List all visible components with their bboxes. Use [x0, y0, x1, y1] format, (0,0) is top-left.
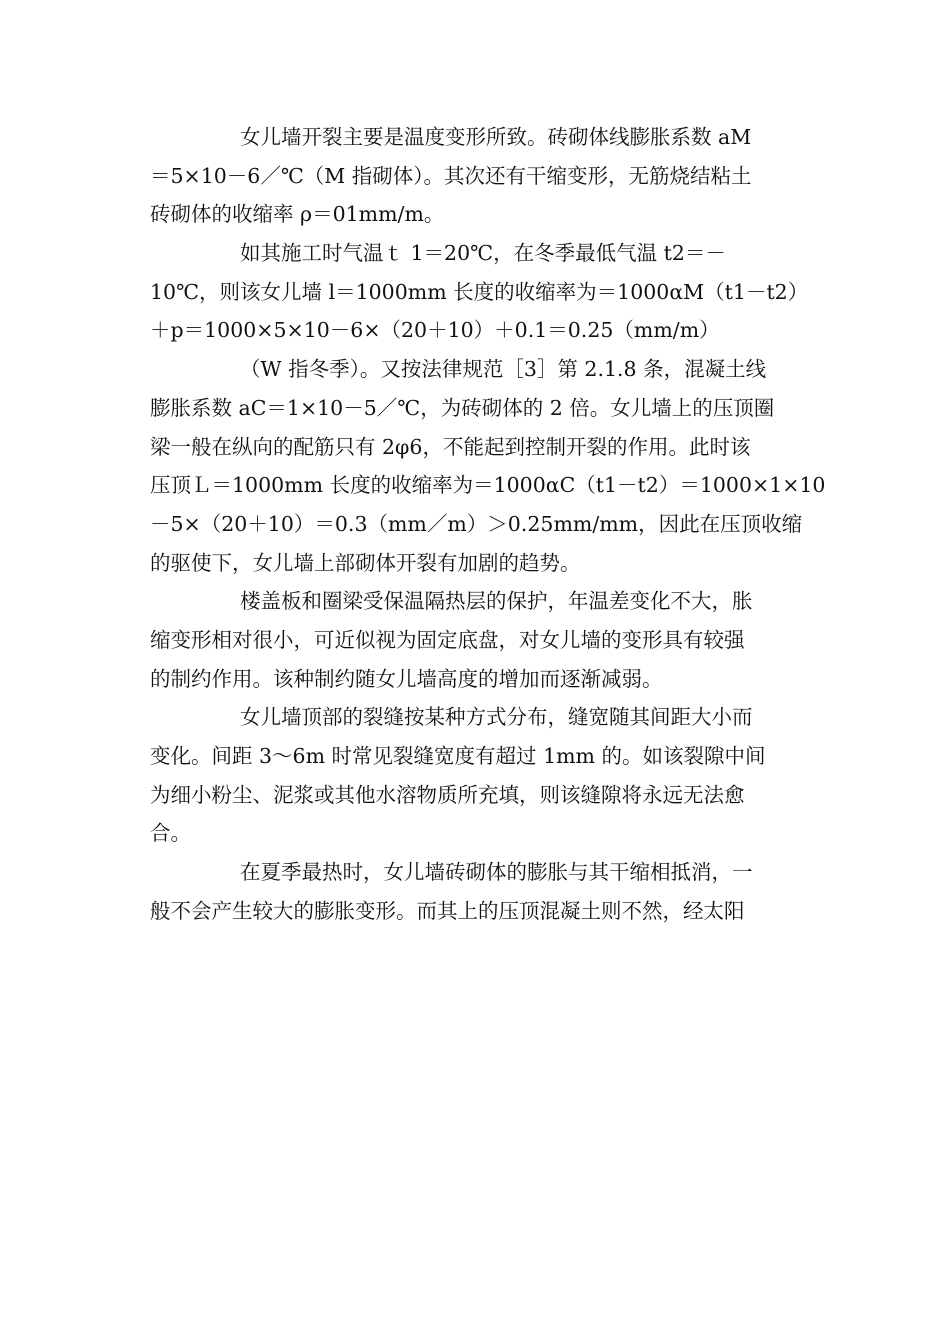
text-line: 合。 [150, 821, 191, 846]
text-line: 的制约作用。该种制约随女儿墙高度的增加而逐渐减弱。 [150, 666, 663, 691]
text-line: 缩变形相对很小，可近似视为固定底盘，对女儿墙的变形具有较强 [150, 627, 745, 652]
text-line: ＝5×10－6／℃（M 指砌体）。其次还有干缩变形，无筋烧结粘土 [150, 163, 752, 188]
paragraph-2 [150, 234, 809, 350]
text-line: （W 指冬季）。又按法律规范［3］第 2.1.8 条，混凝土线 [240, 357, 767, 382]
paragraph-5 [150, 698, 800, 853]
text-line: 砖砌体的收缩率 ρ＝01mm/m。 [150, 202, 445, 227]
document-body [150, 118, 826, 930]
paragraph-6 [150, 853, 800, 930]
text-line: 般不会产生较大的膨胀变形。而其上的压顶混凝土则不然，经太阳 [150, 898, 745, 923]
text-line: 在夏季最热时，女儿墙砖砌体的膨胀与其干缩相抵消，一 [240, 860, 753, 885]
text-line: ＋p＝1000×5×10－6×（20＋10）＋0.1＝0.25（mm/m） [150, 318, 720, 343]
text-line: 压顶Ｌ＝1000mm 长度的收缩率为＝1000αC（t1－t2）＝1000×1×10 [150, 473, 826, 498]
text-line: 梁一般在纵向的配筋只有 2φ6，不能起到控制开裂的作用。此时该 [150, 434, 751, 459]
paragraph-4 [150, 582, 800, 698]
text-line: 楼盖板和圈梁受保温隔热层的保护，年温差变化不大，胀 [240, 589, 753, 614]
text-line: 膨胀系数 aC＝1×10－5／℃，为砖砌体的 2 倍。女儿墙上的压顶圈 [150, 395, 775, 420]
text-line: 变化。间距 3～6m 时常见裂缝宽度有超过 1mm 的。如该裂隙中间 [150, 744, 766, 768]
text-line: 为细小粉尘、泥浆或其他水溶物质所充填，则该缝隙将永远无法愈 [150, 782, 745, 807]
paragraph-3 [150, 350, 826, 582]
text-line: －5×（20＋10）＝0.3（mm／m）＞0.25mm/mm，因此在压顶收缩 [150, 511, 803, 536]
text-line: 的驱使下，女儿墙上部砌体开裂有加剧的趋势。 [150, 550, 581, 575]
text-line: 女儿墙顶部的裂缝按某种方式分布，缝宽随其间距大小而 [240, 705, 753, 730]
text-line: 女儿墙开裂主要是温度变形所致。砖砌体线膨胀系数 aM [240, 125, 752, 149]
text-line: 10℃，则该女儿墙 l＝1000mm 长度的收缩率为＝1000αM（t1－t2） [150, 279, 809, 304]
text-line: 如其施工时气温ｔ 1＝20℃，在冬季最低气温 t2＝－ [240, 241, 726, 266]
paragraph-1 [150, 118, 800, 234]
